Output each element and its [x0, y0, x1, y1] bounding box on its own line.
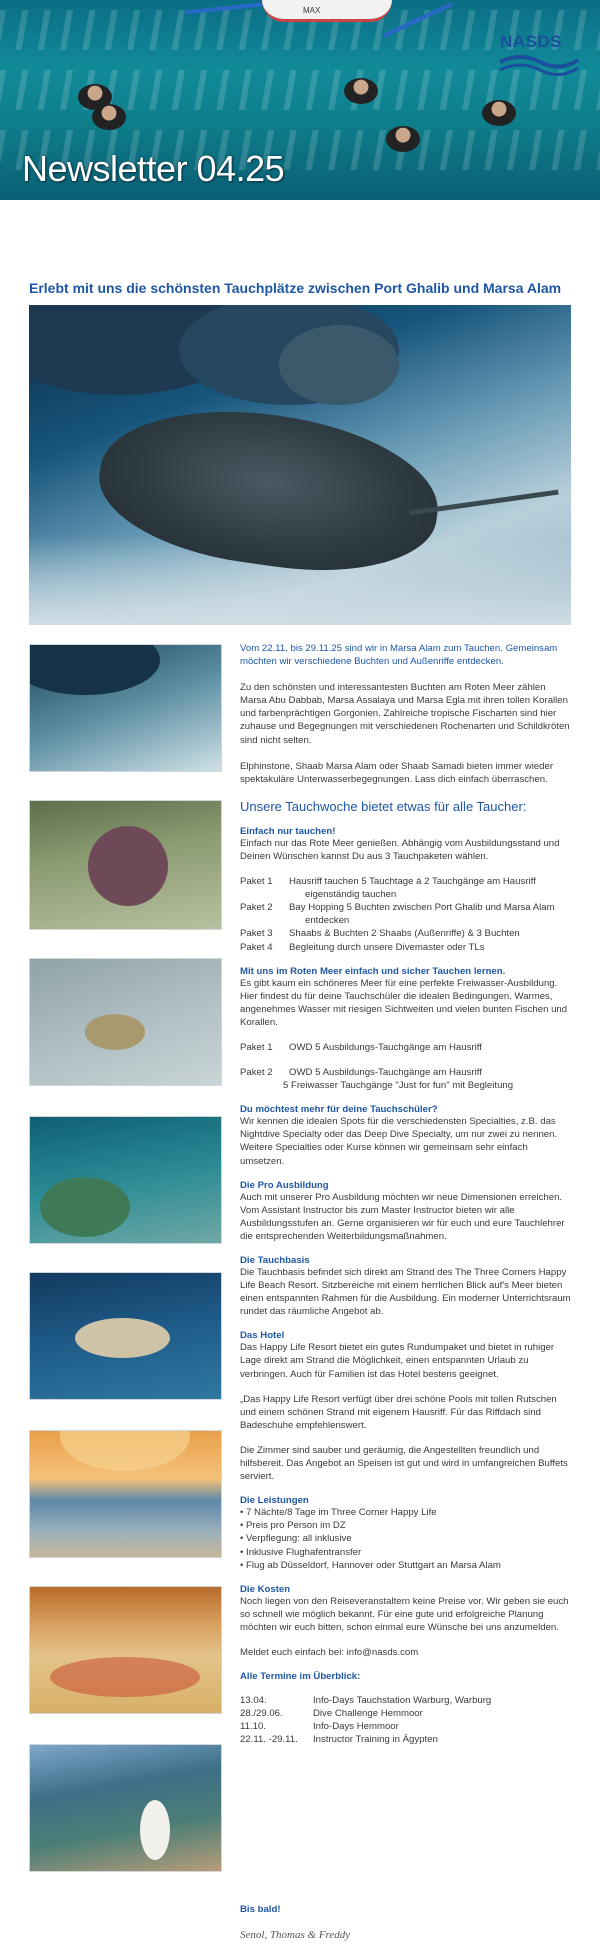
hotel-quote-2: Die Zimmer sind sauber und geräumig, die Angestellten freundlich und hilfsbereit. Das Angebot an Speisen ist gut und wird in umfangreichen Buffets serviert.: [240, 1444, 568, 1483]
hero-image-stingray: [29, 305, 571, 625]
basis-block: [240, 1255, 573, 1318]
stingray-shape: [88, 826, 168, 906]
termin-event: Dive Challenge Hemmoor: [313, 1708, 423, 1720]
article-column: [240, 642, 573, 1758]
hotel-title: Das Hotel: [240, 1330, 285, 1342]
thumbnail-jetty-couple: [29, 1744, 222, 1872]
paket-key: Paket 1: [240, 876, 273, 888]
pro-text: Auch mit unserer Pro Ausbildung möchten wir neue Dimensionen erreichen. Vom Assistant Instructor bis zum Master Instructor bieten wir alle Ausbildungsstufen an. Gerne organisieren wir für euch und eure Tauchlehrer die entsprechenden Weiterbildungsmaßnahmen.: [240, 1191, 565, 1242]
paket-key: Paket 2: [240, 902, 273, 914]
lernen-title: Mit uns im Roten Meer einfach und sicher Tauchen lernen.: [240, 965, 506, 977]
termin-event: Info-Days Hemmoor: [313, 1721, 399, 1733]
einfach-title: Einfach nur tauchen!: [240, 825, 336, 837]
einfach-block: [240, 826, 573, 863]
signature: Senol, Thomas & Freddy: [240, 1929, 351, 1941]
paragraph-bays: Zu den schönsten und interessantesten Buchten am Roten Meer zählen Marsa Abu Dabbab, Marsa Assalaya und Marsa Egla mit ihren tollen Korallen und farbenprächtigen Gorgonien. Zahlreiche tropische Fischarten sind hier zuhause und Begegnungen mit verschiedenen Rochenarten und Schildkröten sind nicht selten.: [240, 682, 570, 746]
paket-key: Paket 1: [240, 1041, 273, 1053]
mehr-title: Du möchtest mehr für deine Tauchschüler?: [240, 1104, 438, 1116]
paket-key: Paket 3: [240, 928, 273, 940]
diver-figure: [344, 78, 378, 104]
termine-title: Alle Termine im Überblick:: [240, 1671, 361, 1683]
hotel-block: [240, 1330, 573, 1483]
paket-value: Begleitung durch unsere Divemaster oder TLs: [289, 941, 485, 953]
contact-line[interactable]: Meldet euch einfach bei: info@nasds.com: [240, 1646, 419, 1658]
thumbnail-stingray-coral: [29, 800, 222, 930]
list-item: • Inklusive Flughafentransfer: [240, 1546, 362, 1558]
paket-row: [240, 875, 573, 901]
einfach-text-1: Einfach nur das Rote Meer genießen. Abhängig vom Ausbildungsstand und: [240, 837, 560, 849]
basis-title: Die Tauchbasis: [240, 1255, 310, 1266]
termin-date: 11.10.: [240, 1721, 266, 1733]
thumbnail-resort-sunset: [29, 1430, 222, 1558]
lernen-text: Es gibt kaum ein schöneres Meer für eine perfekte Freiwasser-Ausbildung. Hier findest du für deine Tauchschüler die idealen Bedingungen. Warmes, angenehmes Wasser mit riesigen Sichtweiten und vielen bunten Fischen und Korallen.: [240, 977, 568, 1028]
lernen-paket-row: [240, 1041, 573, 1054]
termin-event: Instructor Training in Ägypten: [313, 1734, 438, 1746]
kosten-text: Noch liegen von den Reiseveranstaltern keine Preise vor. Wir geben sie euch so schnell wie möglich bekannt. Für eine gute und erfolgreiche Planung möchten wir euch bitten, schon einmal eure Wünsche bei uns anzumelden.: [240, 1595, 569, 1633]
paket-value-cont: entdecken: [305, 915, 350, 927]
leistungen-list: [240, 1506, 573, 1571]
termine-table: [240, 1694, 573, 1746]
thumbnail-restaurant-terrace: [29, 1586, 222, 1714]
coral-head: [279, 325, 399, 405]
termine-block: [240, 1671, 573, 1746]
paket-value-cont: 5 Freiwasser Tauchgänge "Just for fun" mit Begleitung: [283, 1080, 514, 1092]
people-shape: [140, 1800, 170, 1860]
kosten-title: Die Kosten: [240, 1583, 291, 1595]
ray-shape: [75, 1318, 170, 1358]
termin-event: Info-Days Tauchstation Warburg, Warburg: [313, 1695, 492, 1707]
lernen-block: [240, 966, 573, 1093]
hotel-quote: „Das Happy Life Resort verfügt über drei schöne Pools mit tollen Rutschen und einem schönen Strand mit eigenem Hausriff. Für das Riffdach sind Badeschuhe empfehlenswert.: [240, 1393, 557, 1431]
page-headline: Erlebt mit uns die schönsten Tauchplätze zwischen Port Ghalib und Marsa Alam: [29, 280, 562, 296]
list-item: • Flug ab Düsseldorf, Hannover oder Stuttgart an Marsa Alam: [240, 1559, 501, 1571]
paket-value: OWD 5 Ausbildungs-Tauchgänge am Hausriff: [289, 1041, 482, 1053]
boat-label: MAX: [303, 6, 321, 15]
rock-shape: [29, 644, 160, 695]
intro-text: Vom 22.11. bis 29.11.25 sind wir in Marsa Alam zum Tauchen. Gemeinsam möchten wir verschiedene Buchten und Außenriffe entdecken.: [240, 643, 558, 668]
thumbnail-reef-cave: [29, 644, 222, 772]
lernen-paket-row: [240, 1066, 573, 1092]
list-item: • 7 Nächte/8 Tage im Three Corner Happy Life: [240, 1507, 437, 1519]
leistungen-title: Die Leistungen: [240, 1495, 309, 1507]
sun-glow: [60, 1430, 190, 1471]
diver-figure: [386, 126, 420, 152]
newsletter-title: Newsletter 04.25: [22, 148, 285, 189]
paket-value-cont: eigenständig tauchen: [305, 889, 397, 901]
diver-figure: [482, 100, 516, 126]
einfach-text-2: Deinen Wünschen kannst Du aus 3 Tauchpaketen wählen.: [240, 850, 489, 862]
termin-date: 13.04.: [240, 1695, 267, 1707]
list-item: • Verpflegung: all inklusive: [240, 1533, 352, 1545]
paket-row: [240, 901, 573, 927]
ray-shape: [85, 1014, 145, 1050]
paket-value: OWD 5 Ausbildungs-Tauchgänge am Hausriff: [289, 1067, 482, 1079]
thumbnail-reef-fish: [29, 1116, 222, 1244]
closing-greeting: Bis bald!: [240, 1904, 281, 1915]
pakete-list: [240, 875, 573, 954]
paket-row: [240, 941, 573, 954]
coral-shape: [40, 1177, 130, 1237]
pro-title: Die Pro Ausbildung: [240, 1179, 329, 1191]
header-banner: [0, 0, 600, 200]
basis-text: Die Tauchbasis befindet sich direkt am Strand des The Three Corners Happy Life Beach Resort. Sitzbereiche mit einem herrlichen Blick auf's Meer bieten einen entspannten Rahmen für die Ausbildung. Ein moderner Unterrichtsraum rundet das räumliche Angebot ab.: [240, 1267, 571, 1318]
kosten-block: [240, 1584, 573, 1659]
paket-value: Hausriff tauchen 5 Tauchtage á 2 Tauchgänge am Hausriff: [289, 876, 536, 888]
paket-value: Bay Hopping 5 Buchten zwischen Port Ghalib und Marsa Alam: [289, 902, 555, 914]
paket-row: [240, 927, 573, 940]
pro-block: [240, 1180, 573, 1243]
hotel-text: Das Happy Life Resort bietet ein gutes Rundumpaket und bietet in ruhiger Lage direkt am Strand die Möglichkeit, einen entspannten Urlaub zu verbringen. Auch für Familien ist das Hotel bestens geeignet.: [240, 1342, 555, 1380]
paket-key: Paket 2: [240, 1067, 273, 1079]
termin-date: 28./29.06.: [240, 1708, 283, 1720]
mehr-text: Wir kennen die idealen Spots für die verschiedensten Specialties, z.B. das Nightdive Specialty oder das Deep Dive Specialty, um nur zwei zu nennen. Weitere Specialties oder Kurse können wir gemeinsam sehr einfach umsetzen.: [240, 1116, 558, 1167]
mehr-block: [240, 1104, 573, 1167]
paket-value: Shaabs & Buchten 2 Shaabs (Außenriffe) & 3 Buchten: [289, 928, 520, 940]
thumbnail-ray-sand: [29, 958, 222, 1086]
nasds-logo-text: NASDS: [500, 32, 563, 51]
table-shape: [50, 1657, 200, 1697]
leistungen-block: [240, 1495, 573, 1571]
thumbnail-spotted-ray: [29, 1272, 222, 1400]
list-item: • Preis pro Person im DZ: [240, 1520, 346, 1532]
paket-key: Paket 4: [240, 941, 273, 953]
paragraph-reefs: Elphinstone, Shaab Marsa Alam oder Shaab Samadi bieten immer wieder spektakuläre Unterwasserbegegnungen. Lass dich einfach überraschen.: [240, 760, 554, 785]
section-title: Unsere Tauchwoche bietet etwas für alle Taucher:: [240, 798, 527, 814]
boat-hull: [262, 0, 392, 22]
diver-figure: [92, 104, 126, 130]
termin-date: 22.11. -29.11.: [240, 1734, 298, 1746]
